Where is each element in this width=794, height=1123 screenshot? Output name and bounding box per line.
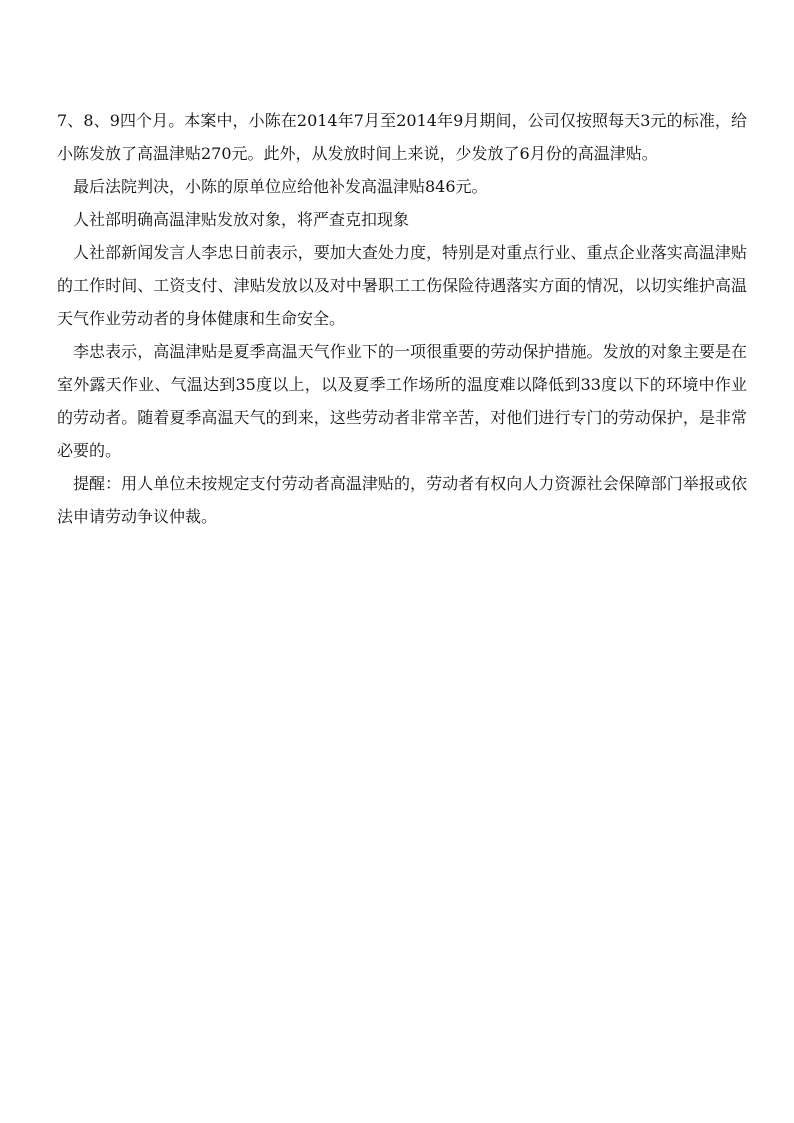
document-body — [57, 104, 747, 533]
paragraph-reminder: 提醒：用人单位未按规定支付劳动者高温津贴的，劳动者有权向人力资源社会保障部门举报或依法申请劳动争议仲裁。 — [57, 474, 747, 526]
section-heading: 人社部明确高温津贴发放对象，将严查克扣现象 — [73, 210, 410, 229]
paragraph-spokesperson: 人社部新闻发言人李忠日前表示，要加大查处力度，特别是对重点行业、重点企业落实高温津贴的工作时间、工资支付、津贴发放以及对中暑职工工伤保险待遇落实方面的情况，以切实维护高温天气作业劳动者的身体健康和生命安全。 — [57, 243, 747, 328]
paragraph-allowance-scope: 李忠表示，高温津贴是夏季高温天气作业下的一项很重要的劳动保护措施。发放的对象主要是在室外露天作业、气温达到35度以上，以及夏季工作场所的温度难以降低到33度以下的环境中作业的劳动者。随着夏季高温天气的到来，这些劳动者非常辛苦，对他们进行专门的劳动保护，是非常必要的。 — [57, 342, 747, 460]
paragraph-continuation: 7、8、9四个月。本案中，小陈在2014年7月至2014年9月期间，公司仅按照每天3元的标准，给小陈发放了高温津贴270元。此外，从发放时间上来说，少发放了6月份的高温津贴。 — [57, 111, 747, 163]
paragraph-court-ruling: 最后法院判决，小陈的原单位应给他补发高温津贴846元。 — [73, 177, 488, 196]
